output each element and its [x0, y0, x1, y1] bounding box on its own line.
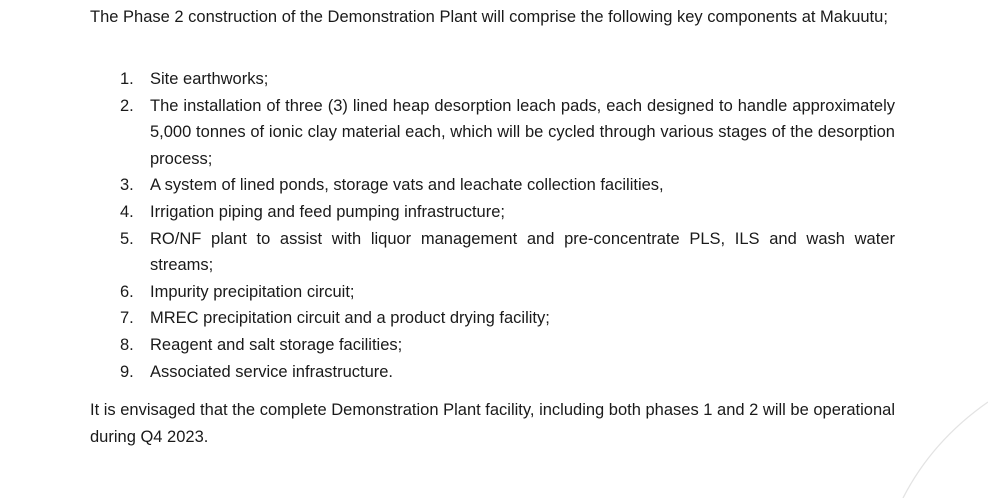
list-item-text: Irrigation piping and feed pumping infrastructure;	[150, 202, 505, 221]
list-item	[0, 305, 895, 332]
list-item	[0, 332, 895, 359]
list-item-text: Site earthworks;	[150, 70, 269, 88]
list-item-number: 3.	[120, 176, 134, 195]
list-item-number: 4.	[120, 202, 134, 221]
list-item-text: Impurity precipitation circuit;	[150, 282, 355, 301]
list-item-number: 6.	[120, 282, 134, 301]
list-item-number: 7.	[120, 309, 134, 328]
list-item	[0, 226, 895, 279]
intro-paragraph: The Phase 2 construction of the Demonstration Plant will comprise the following key components at Makuutu;	[90, 8, 888, 26]
list-item	[0, 66, 895, 93]
components-list	[0, 66, 895, 385]
list-item-text: MREC precipitation circuit and a product drying facility;	[150, 309, 550, 328]
outro-paragraph: It is envisaged that the complete Demonstration Plant facility, including both phases 1 and 2 will be operational during Q4 2023.	[90, 401, 896, 446]
list-item-text: RO/NF plant to assist with liquor management and pre-concentrate PLS, ILS and wash water streams;	[150, 229, 895, 275]
list-item	[0, 172, 895, 199]
list-item	[0, 359, 895, 386]
list-item	[0, 199, 895, 226]
list-item-text: Associated service infrastructure.	[150, 362, 394, 381]
list-item-number: 9.	[120, 362, 134, 381]
list-item	[0, 93, 895, 173]
list-item-number: 2.	[120, 96, 134, 115]
list-item-number: 5.	[120, 229, 134, 248]
list-item	[0, 279, 895, 306]
list-item-number: 1.	[120, 70, 134, 88]
list-item-text: A system of lined ponds, storage vats and leachate collection facilities,	[150, 176, 664, 195]
list-item-number: 8.	[120, 335, 134, 354]
list-item-text: Reagent and salt storage facilities;	[150, 335, 403, 354]
list-item-text: The installation of three (3) lined heap desorption leach pads, each designed to handle approximately 5,000 tonnes of ionic clay material each, which will be cycled through various stages of the desorption process;	[150, 96, 895, 168]
